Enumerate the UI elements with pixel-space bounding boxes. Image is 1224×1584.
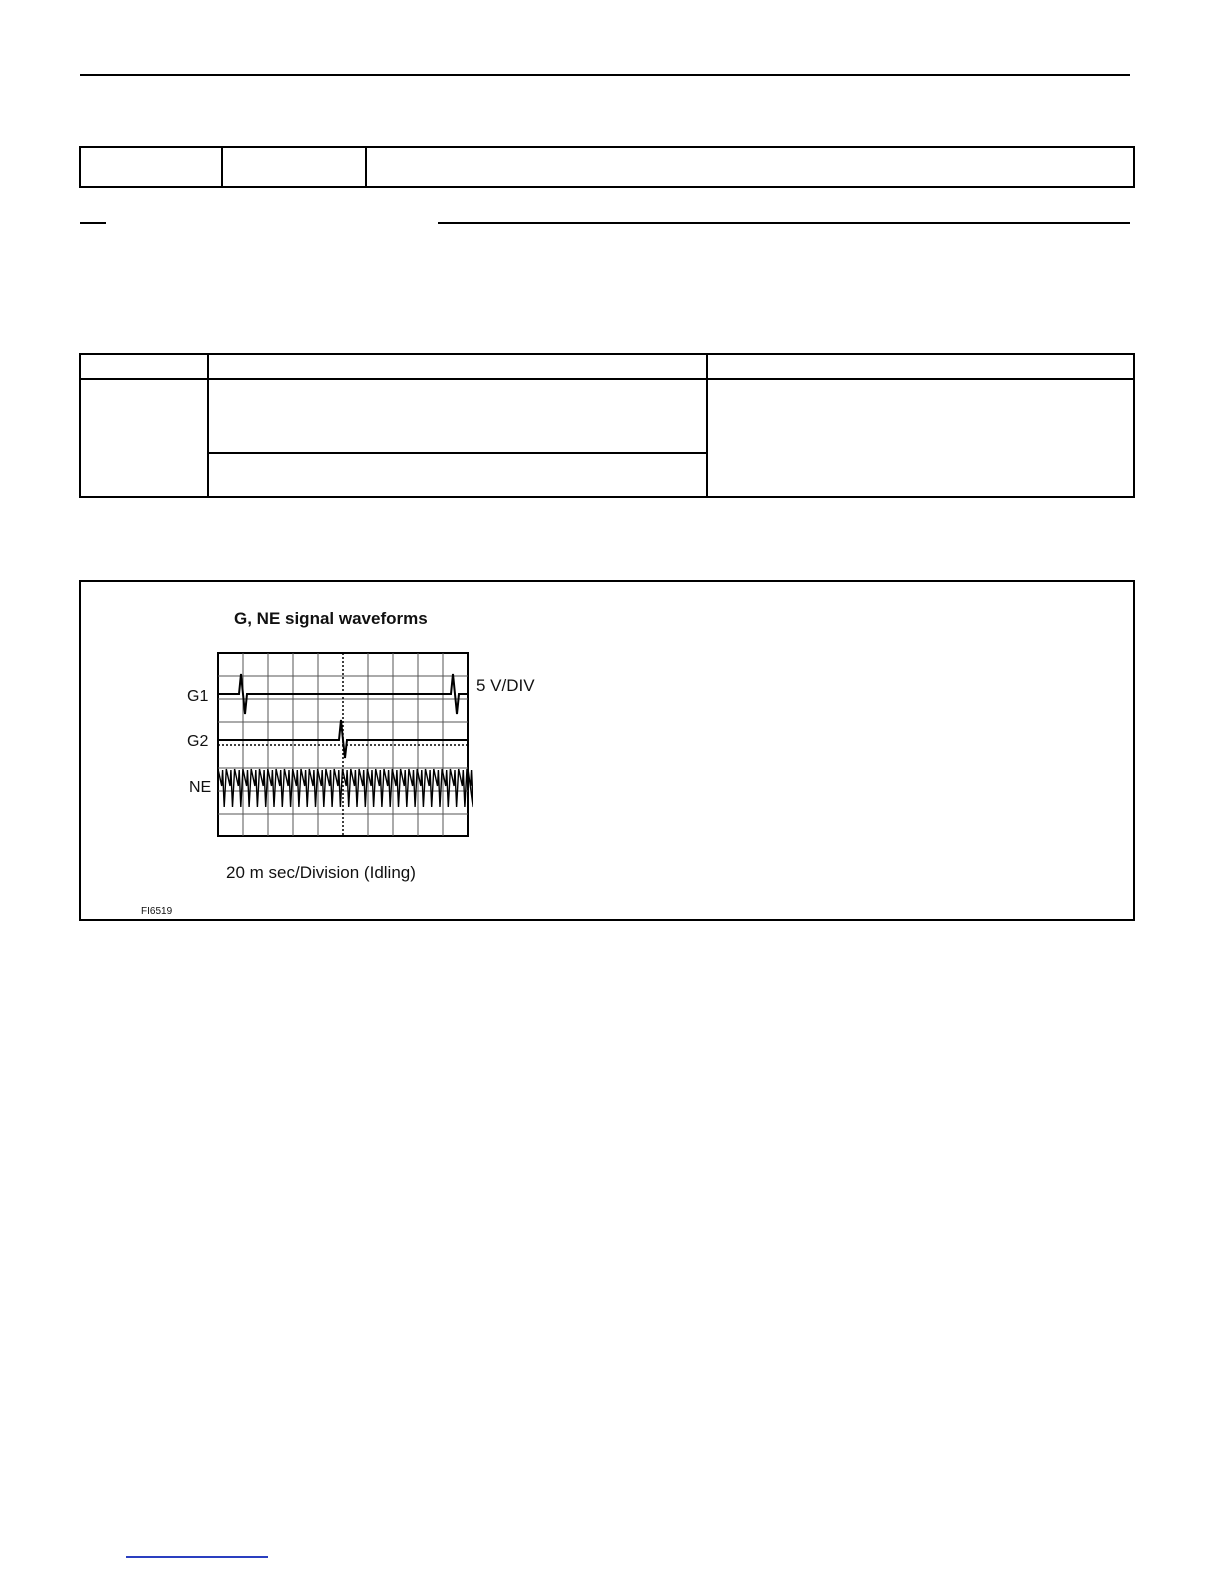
figure-id: FI6519 (141, 906, 173, 917)
header-table (79, 146, 1135, 188)
section-rule-long (438, 222, 1130, 224)
table-row-divider (208, 452, 706, 454)
header-cell-3 (367, 148, 1133, 186)
time-scale-label: 20 m sec/Division (Idling) (226, 863, 416, 882)
channel-label-ne: NE (189, 779, 212, 796)
header-cell-1 (81, 148, 223, 186)
channel-label-g1: G1 (187, 688, 209, 705)
oscilloscope-screen (217, 652, 473, 842)
table-divider (706, 355, 708, 496)
footer-link-underline (126, 1556, 268, 1558)
header-rule (80, 74, 1130, 76)
waveform-figure (79, 580, 1135, 921)
voltage-scale-label: 5 V/DIV (476, 676, 535, 695)
section-rule-short (80, 222, 106, 224)
detection-table (79, 353, 1135, 498)
table-header-row (81, 378, 1133, 380)
figure-title: G, NE signal waveforms (234, 609, 428, 628)
channel-label-g2: G2 (187, 733, 209, 750)
header-cell-2 (223, 148, 367, 186)
table-divider (207, 355, 209, 496)
